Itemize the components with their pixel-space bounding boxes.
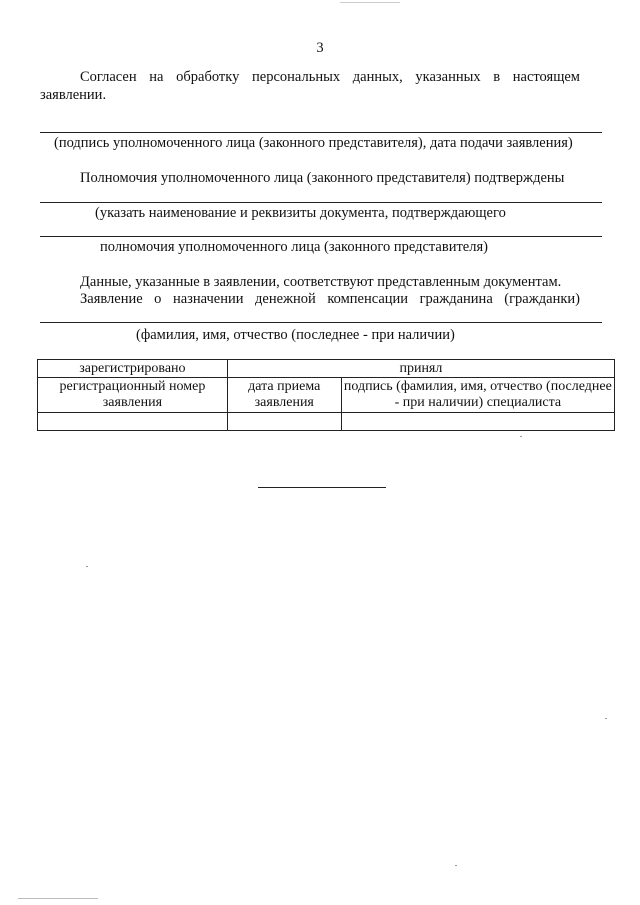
consent-word: обработку	[176, 69, 240, 85]
registered-header: зарегистрировано	[38, 360, 228, 378]
consent-word: данных,	[352, 69, 403, 85]
consent-word: указанных	[415, 69, 481, 85]
specialist-signature-header: подпись (фамилия, имя, отчество (последнее - при наличии) специалиста	[341, 378, 614, 413]
consent-word: персональных	[252, 69, 341, 85]
date-received-cell[interactable]	[227, 413, 341, 431]
table-row	[38, 413, 615, 431]
scan-speck	[86, 566, 88, 567]
specialist-signature-cell[interactable]	[341, 413, 614, 431]
consent-word: настоящем	[512, 69, 580, 85]
consent-word: на	[149, 69, 164, 85]
scan-speck	[455, 865, 457, 866]
name-line	[40, 322, 602, 323]
reg-number-header: регистрационный номер заявления	[38, 378, 228, 413]
table-row	[38, 378, 615, 413]
accepted-header: принял	[227, 360, 614, 378]
scan-speck	[340, 2, 400, 3]
application-word: назначении	[172, 291, 244, 307]
document-line-2	[40, 236, 602, 237]
reg-number-cell[interactable]	[38, 413, 228, 431]
end-separator	[258, 487, 386, 488]
consent-word: Согласен	[80, 69, 137, 85]
authority-confirmed-text: Полномочия уполномоченного лица (законного представителя) подтверждены	[80, 170, 565, 186]
application-word: гражданина	[419, 291, 493, 307]
signature-line	[40, 132, 602, 133]
application-line	[80, 290, 580, 308]
application-word: компенсации	[327, 291, 409, 307]
application-word: Заявление	[80, 291, 143, 307]
consent-line-1	[80, 68, 580, 86]
table-row	[38, 360, 615, 378]
scan-speck	[520, 436, 522, 437]
signature-caption: (подпись уполномоченного лица (законного представителя), дата подачи заявления)	[54, 135, 573, 151]
name-caption: (фамилия, имя, отчество (последнее - при наличии)	[136, 327, 455, 343]
application-word: о	[154, 291, 162, 307]
document-caption-2: полномочия уполномоченного лица (законного представителя)	[100, 239, 488, 255]
document-line-1	[40, 202, 602, 203]
consent-line-2: заявлении.	[40, 87, 107, 103]
consent-word: в	[493, 69, 501, 85]
application-word: денежной	[255, 291, 316, 307]
data-match-text: Данные, указанные в заявлении, соответствуют представленным документам.	[80, 274, 562, 290]
scan-speck	[605, 718, 607, 719]
document-caption-1: (указать наименование и реквизиты документа, подтверждающего	[95, 205, 506, 221]
date-received-header: дата приема заявления	[227, 378, 341, 413]
registration-table	[37, 359, 615, 431]
application-word: (гражданки)	[504, 291, 580, 307]
scan-speck	[18, 898, 98, 899]
page-number: 3	[316, 40, 324, 56]
